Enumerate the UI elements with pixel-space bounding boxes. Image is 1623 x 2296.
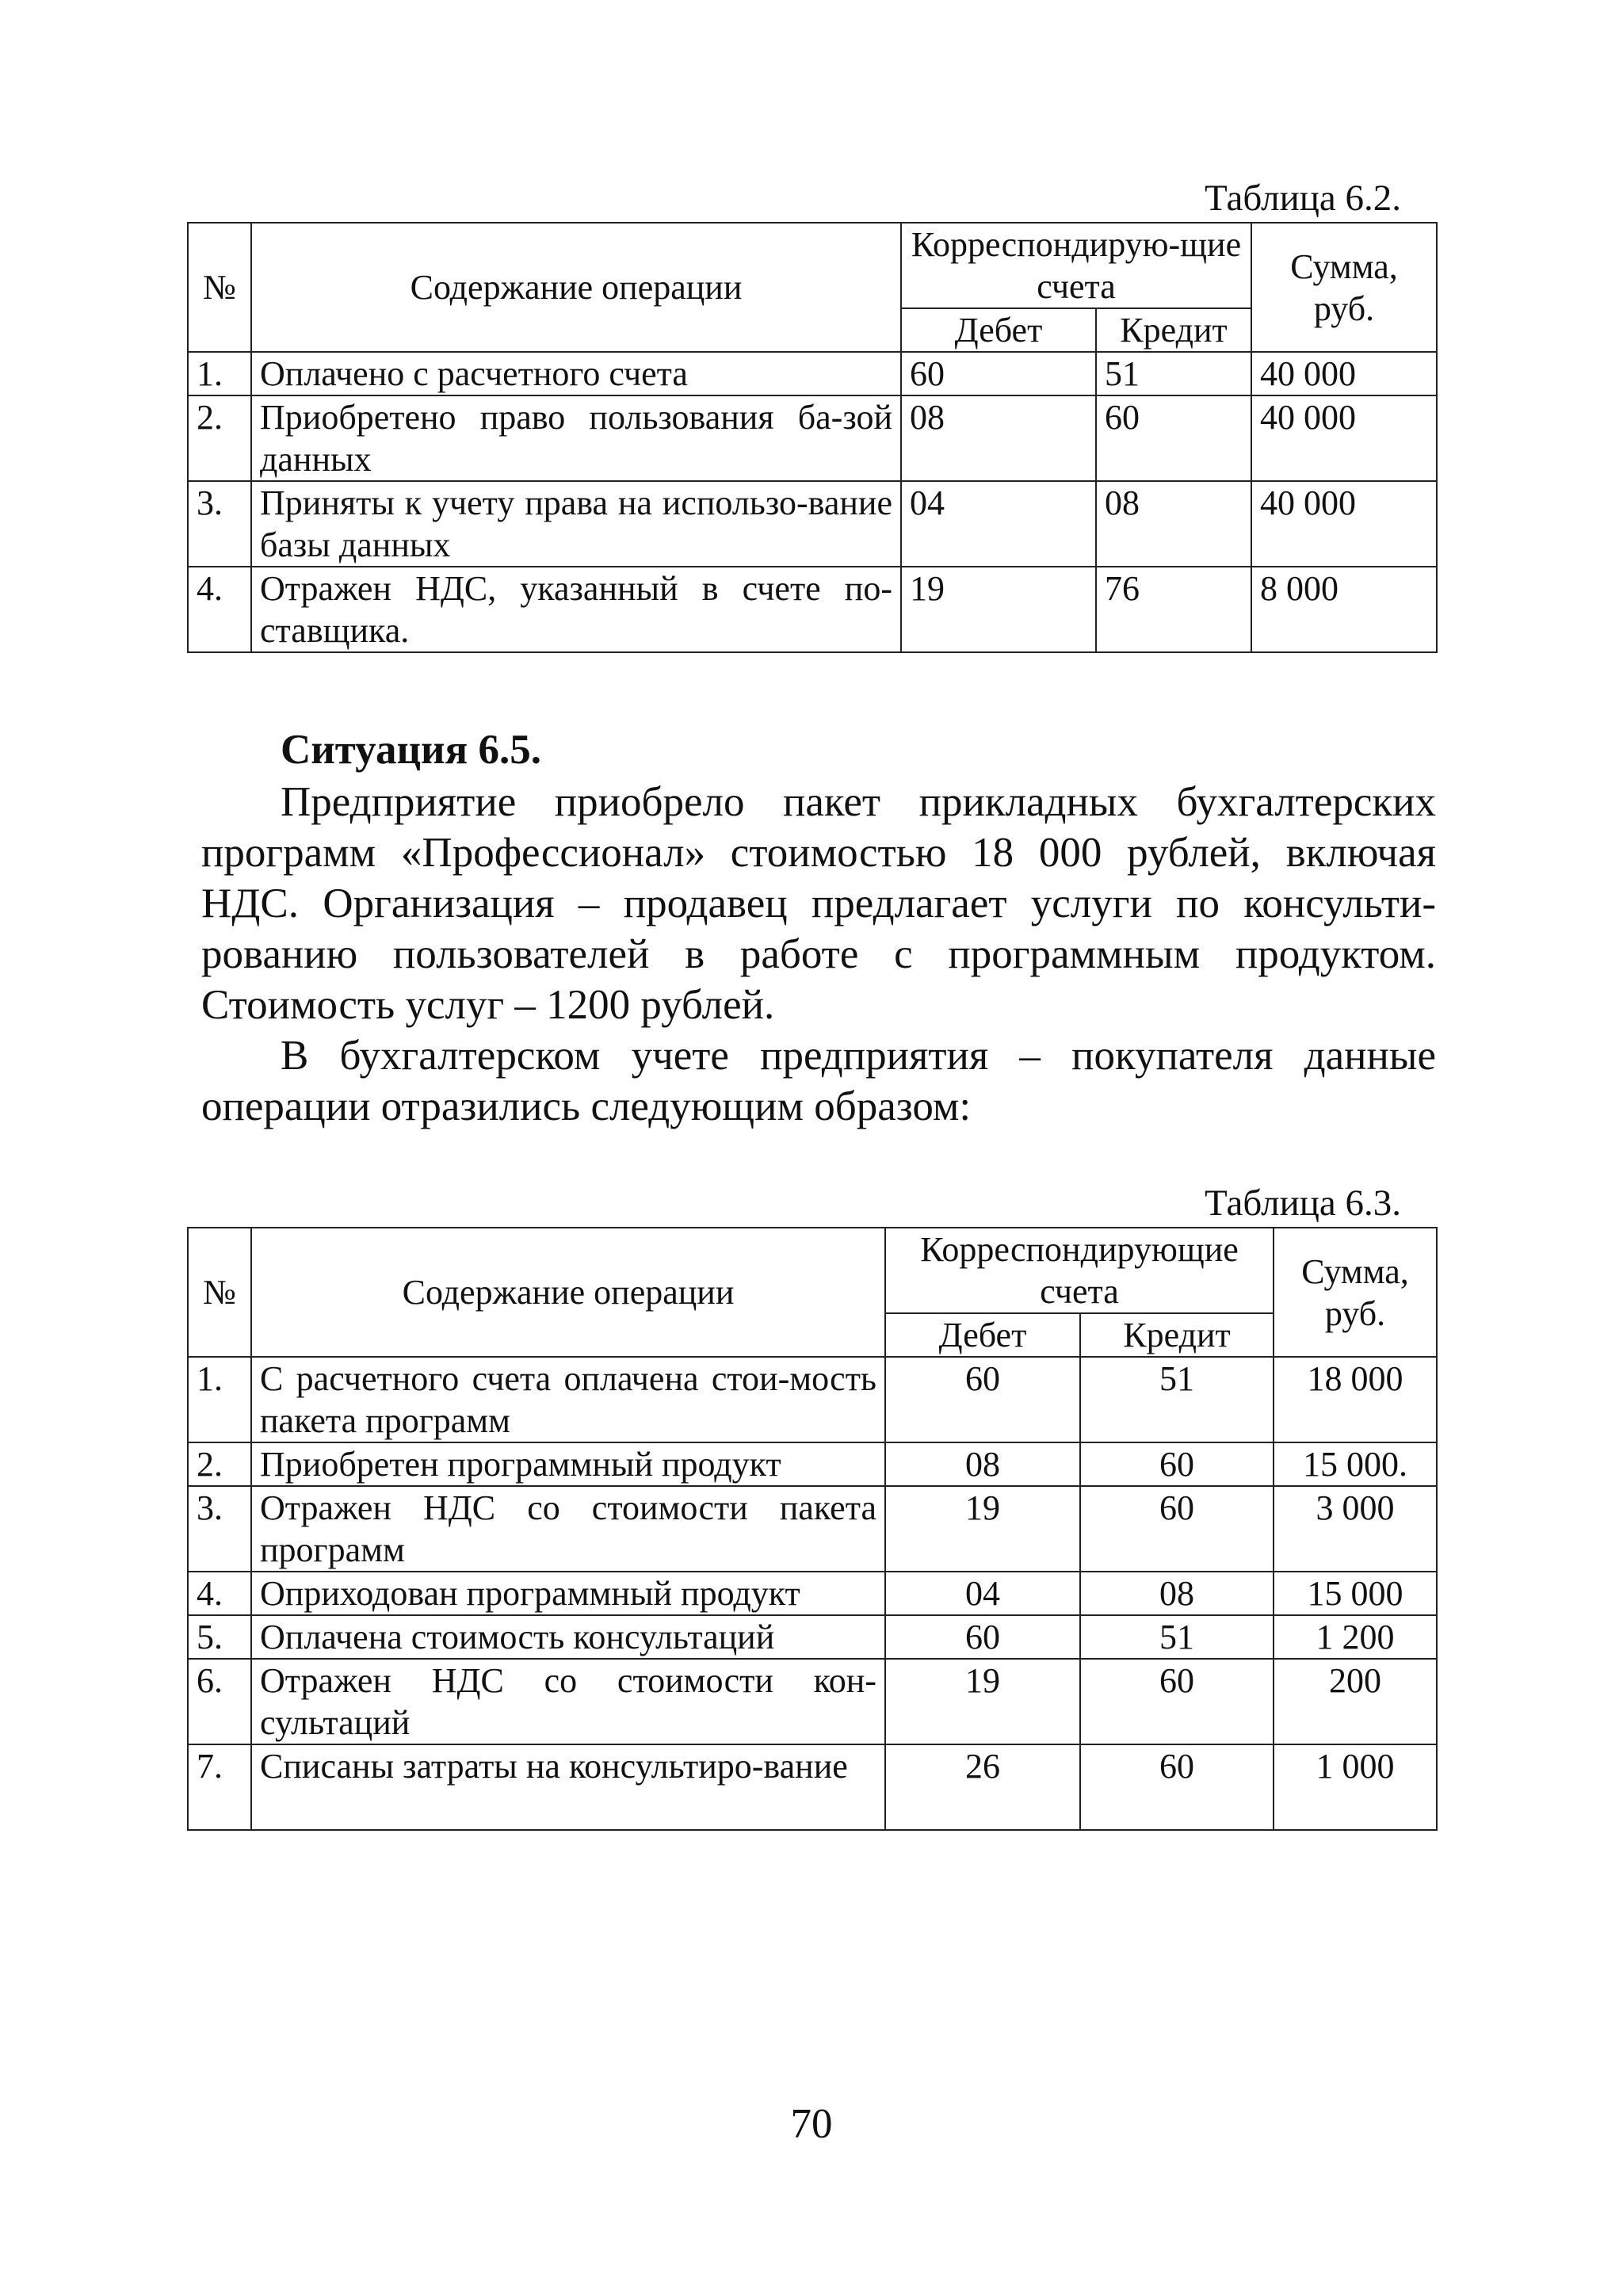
credit-account: 51	[1080, 1357, 1274, 1442]
header-content: Содержание операции	[251, 1228, 885, 1357]
table-row	[188, 1572, 1437, 1615]
operation-text: Оплачена стоимость консультаций	[251, 1615, 885, 1659]
header-content: Содержание операции	[251, 223, 901, 352]
row-number: 3.	[188, 481, 251, 567]
amount: 15 000	[1274, 1572, 1437, 1615]
operation-text: Отражен НДС со стоимости кон-сультаций	[251, 1659, 885, 1744]
situation-paragraph-2: В бухгалтерском учете предприятия – покупателя данные операции отразились следующим образом:	[201, 1033, 1436, 1129]
operation-text: Приняты к учету права на использо-вание базы данных	[251, 481, 901, 567]
amount: 3 000	[1274, 1486, 1437, 1572]
header-credit: Кредит	[1096, 308, 1251, 352]
debit-account: 04	[885, 1572, 1080, 1615]
table-row	[188, 1486, 1437, 1572]
operation-text: С расчетного счета оплачена стои-мость пакета программ	[251, 1357, 885, 1442]
table-6-3	[187, 1227, 1438, 1831]
credit-account: 60	[1080, 1744, 1274, 1830]
header-debit: Дебет	[901, 308, 1096, 352]
credit-account: 60	[1080, 1659, 1274, 1744]
credit-account: 51	[1080, 1615, 1274, 1659]
header-debit: Дебет	[885, 1313, 1080, 1357]
row-number: 4.	[188, 567, 251, 652]
debit-account: 08	[901, 395, 1096, 481]
page-number: 70	[790, 2101, 833, 2147]
operation-text: Оплачено с расчетного счета	[251, 352, 901, 395]
header-sum: Сумма, руб.	[1274, 1228, 1437, 1357]
header-num: №	[188, 1228, 251, 1357]
credit-account: 60	[1080, 1486, 1274, 1572]
table-6-3-caption: Таблица 6.3.	[1205, 1182, 1402, 1224]
table-row	[188, 1442, 1437, 1486]
row-number: 6.	[188, 1659, 251, 1744]
header-num: №	[188, 223, 251, 352]
row-number: 2.	[188, 395, 251, 481]
credit-account: 60	[1080, 1442, 1274, 1486]
amount: 40 000	[1251, 395, 1437, 481]
operation-text: Приобретено право пользования ба-зой данных	[251, 395, 901, 481]
operation-text: Оприходован программный продукт	[251, 1572, 885, 1615]
table-row	[188, 352, 1437, 395]
table-row	[188, 395, 1437, 481]
row-number: 3.	[188, 1486, 251, 1572]
operation-text: Списаны затраты на консультиро-вание	[251, 1744, 885, 1830]
table-row	[188, 1659, 1437, 1744]
amount: 40 000	[1251, 481, 1437, 567]
row-number: 1.	[188, 1357, 251, 1442]
amount: 40 000	[1251, 352, 1437, 395]
debit-account: 60	[885, 1615, 1080, 1659]
credit-account: 08	[1080, 1572, 1274, 1615]
row-number: 1.	[188, 352, 251, 395]
table-row	[188, 1357, 1437, 1442]
row-number: 7.	[188, 1744, 251, 1830]
operation-text: Приобретен программный продукт	[251, 1442, 885, 1486]
table-row	[188, 481, 1437, 567]
situation-title: Ситуация 6.5.	[281, 727, 541, 773]
credit-account: 76	[1096, 567, 1251, 652]
debit-account: 60	[885, 1357, 1080, 1442]
table-6-3-body	[188, 1357, 1437, 1830]
table-row	[188, 1744, 1437, 1830]
operation-text: Отражен НДС, указанный в счете по-ставщика.	[251, 567, 901, 652]
amount: 1 000	[1274, 1744, 1437, 1830]
row-number: 2.	[188, 1442, 251, 1486]
debit-account: 08	[885, 1442, 1080, 1486]
debit-account: 04	[901, 481, 1096, 567]
amount: 200	[1274, 1659, 1437, 1744]
header-credit: Кредит	[1080, 1313, 1274, 1357]
amount: 1 200	[1274, 1615, 1437, 1659]
operation-text: Отражен НДС со стоимости пакета программ	[251, 1486, 885, 1572]
row-number: 5.	[188, 1615, 251, 1659]
table-6-2-body	[188, 352, 1437, 652]
debit-account: 19	[885, 1659, 1080, 1744]
debit-account: 19	[901, 567, 1096, 652]
situation-paragraph-1: Предприятие приобрело пакет прикладных бухгалтерских программ «Профессионал» стоимостью 18 000 рублей, включая НДС. Организация – продавец предлагает услуги по консульти-рованию пользователей в работе с программным продуктом. Стоимость услуг – 1200 рублей.	[201, 779, 1436, 1028]
row-number: 4.	[188, 1572, 251, 1615]
amount: 18 000	[1274, 1357, 1437, 1442]
debit-account: 19	[885, 1486, 1080, 1572]
credit-account: 08	[1096, 481, 1251, 567]
table-6-2-caption: Таблица 6.2.	[1205, 178, 1402, 219]
header-sum: Сумма, руб.	[1251, 223, 1437, 352]
table-row	[188, 567, 1437, 652]
header-accounts: Корреспондирую-щие счета	[901, 223, 1251, 308]
amount: 8 000	[1251, 567, 1437, 652]
header-accounts: Корреспондирующие счета	[885, 1228, 1274, 1313]
table-6-2	[187, 222, 1438, 653]
debit-account: 26	[885, 1744, 1080, 1830]
credit-account: 60	[1096, 395, 1251, 481]
debit-account: 60	[901, 352, 1096, 395]
table-row	[188, 1615, 1437, 1659]
amount: 15 000.	[1274, 1442, 1437, 1486]
credit-account: 51	[1096, 352, 1251, 395]
